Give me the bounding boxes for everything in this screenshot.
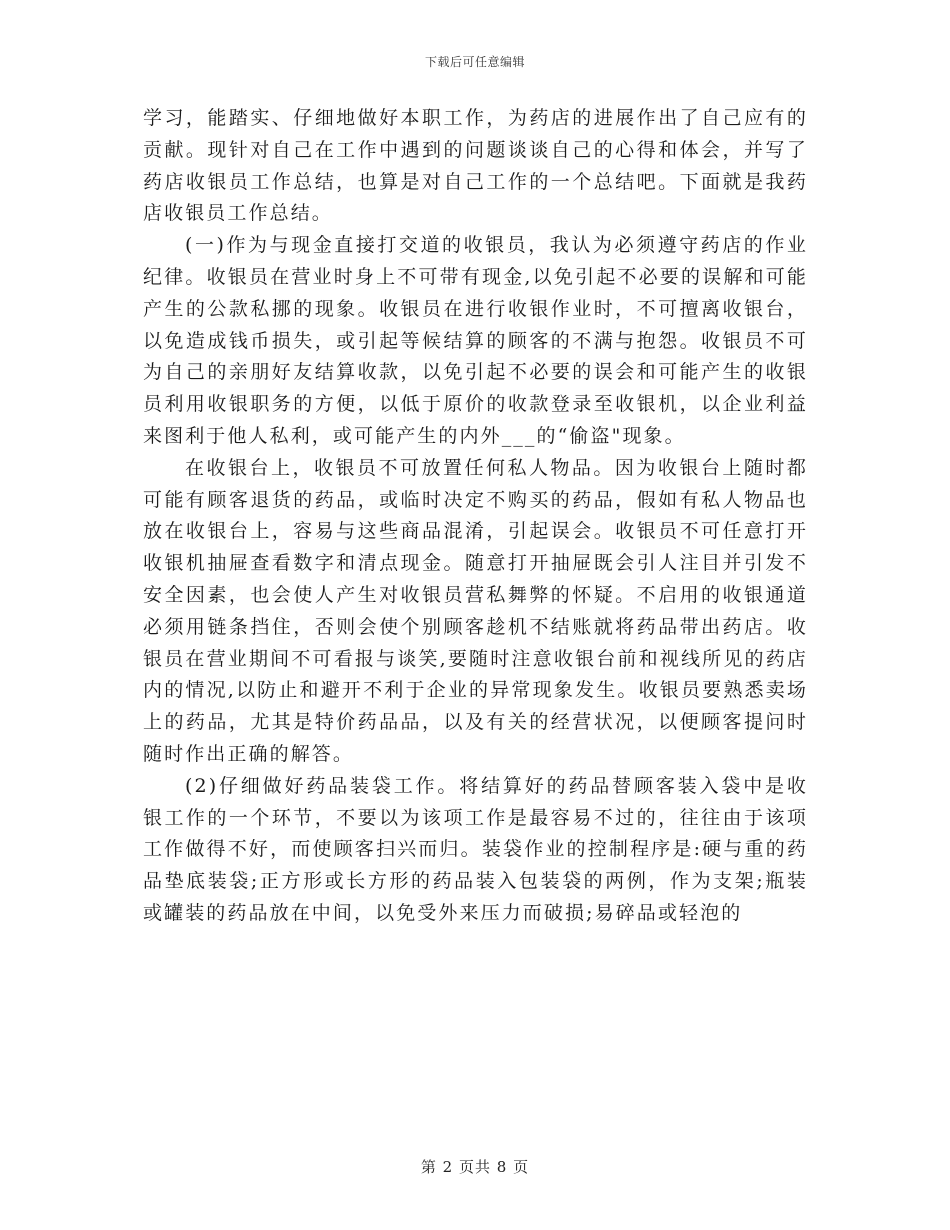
document-body: [143, 103, 808, 930]
page-header: 下载后可任意编辑: [424, 55, 525, 69]
paragraph-discipline: (一)作为与现金直接打交道的收银员，我认为必须遵守药店的作业纪律。收银员在营业时身上不可带有现金,以免引起不必要的误解和可能产生的公款私挪的现象。收银员在进行收银作业时，不可擅离收银台，以免造成钱币损失，或引起等候结算的顾客的不满与抱怨。收银员不可为自己的亲朋好友结算收款，以免引起不必要的误会和可能产生的收银员利用收银职务的方便，以低于原价的收款登录至收银机，以企业利益来图利于他人私利，或可能产生的内外___的“偷盗"现象。: [143, 234, 808, 447]
page-number: 第 2 页共 8 页: [420, 1158, 530, 1176]
paragraph-counter: 在收银台上，收银员不可放置任何私人物品。因为收银台上随时都可能有顾客退货的药品，或临时决定不购买的药品，假如有私人物品也放在收银台上，容易与这些商品混淆，引起误会。收银员不可任意打开收银机抽屉查看数字和清点现金。随意打开抽屉既会引人注目并引发不安全因素，也会使人产生对收银员营私舞弊的怀疑。不启用的收银通道必须用链条挡住，否则会使个别顾客趁机不结账就将药品带出药店。收银员在营业期间不可看报与谈笑,要随时注意收银台前和视线所见的药店内的情况,以防止和避开不利于企业的异常现象发生。收银员要熟悉卖场上的药品，尤其是特价药品品，以及有关的经营状况，以便顾客提问时随时作出正确的解答。: [143, 456, 808, 765]
paragraph-continuation: 学习，能踏实、仔细地做好本职工作，为药店的进展作出了自己应有的贡献。现针对自己在工作中遇到的问题谈谈自己的心得和体会，并写了药店收银员工作总结，也算是对自己工作的一个总结吧。下面就是我药店收银员工作总结。: [143, 107, 808, 225]
paragraph-bagging: (2)仔细做好药品装袋工作。将结算好的药品替顾客装入袋中是收银工作的一个环节，不要以为该项工作是最容易不过的，往往由于该项工作做得不好，而使顾客扫兴而归。装袋作业的控制程序是:硬与重的药品垫底装袋;正方形或长方形的药品装入包装袋的两例，作为支架;瓶装或罐装的药品放在中间，以免受外来压力而破损;易碎品或轻泡的: [143, 774, 808, 924]
